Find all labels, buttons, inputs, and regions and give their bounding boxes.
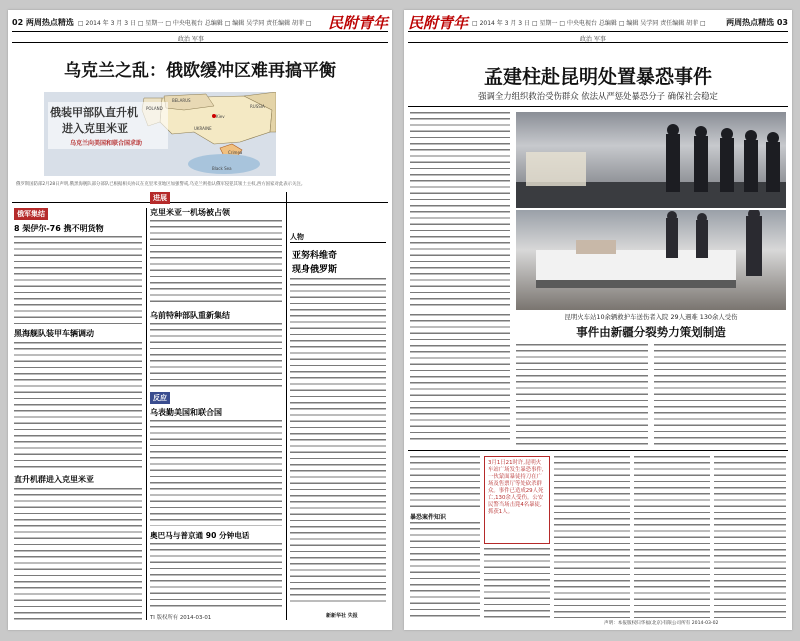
right-header-rule (408, 42, 788, 43)
left-brand-logo: 民附青年 (327, 14, 388, 32)
map-subtitle: 乌克兰向美国和联合国求助 (70, 140, 143, 147)
item-2-title: 黑海舰队装甲车辆调动 (14, 329, 94, 338)
item-5-body (150, 323, 282, 387)
meeting-photo (516, 112, 786, 208)
tag-military-buildup: 俄军集结 (14, 208, 48, 220)
event-summary-text: 3月1日21时许,昆明火车站广场发生暴恐事件,一伙蒙面暴徒持刀在广场及售票厅等处砍杀群众。事件已造成29人死亡,130余人受伤。公安民警当场击毙4名暴徒,抓获1人。 (488, 460, 544, 515)
main-story-col-1b (410, 314, 510, 444)
map-label-belarus: BELARUS (172, 98, 191, 103)
side-headline-line-2: 现身俄罗斯 (292, 265, 338, 275)
side-column-title: 人物 (290, 233, 304, 241)
lower-col-2 (484, 548, 550, 618)
lower-col-5 (714, 456, 786, 618)
lower-col-3 (554, 456, 630, 618)
map-label-crimea: Crimea (228, 150, 243, 155)
right-page-number: 两周热点精选 03 (726, 18, 788, 27)
map-title-line-2: 进入克里米亚 (62, 122, 128, 135)
item-1-title: 8 架伊尔-76 携不明货物 (14, 224, 104, 233)
item-3-title: 直升机群进入克里米亚 (14, 475, 94, 484)
left-page-header (12, 14, 388, 32)
tag-progress: 进展 (150, 192, 170, 204)
item-2-body (14, 342, 142, 472)
item-6-body (150, 420, 282, 526)
item-4-title: 克里米亚一机场被占领 (150, 208, 230, 217)
byline: 新新华社 失报 (326, 613, 358, 619)
item-6-title: 乌表勤美国和联合国 (150, 408, 222, 417)
left-headline: 乌克兰之乱：俄欧缓冲区难再搞平衡 (64, 61, 336, 81)
right-newspaper-page (404, 10, 792, 630)
left-section-label: 政治 军事 (178, 36, 204, 43)
map-label-russia: RUSSIA (250, 104, 265, 109)
item-7-title: 奥巴马与普京通 90 分钟电话 (150, 531, 250, 540)
secondary-story-col-2 (654, 344, 786, 446)
side-body (290, 278, 386, 606)
lower-col-1a (410, 456, 480, 508)
right-page-header (408, 14, 788, 32)
right-brand-logo: 民附青年 (408, 14, 469, 32)
right-headline: 孟建柱赴昆明处置暴恐事件 (483, 66, 712, 88)
tag-reaction: 反应 (150, 392, 170, 404)
item-5-title: 乌前特种部队重新集结 (150, 311, 230, 320)
lower-col-1b (410, 522, 480, 618)
left-newspaper-page (8, 10, 392, 630)
hospital-photo (516, 210, 786, 310)
secondary-story-col-1 (516, 344, 648, 446)
map-title-line-1: 俄装甲部队直升机 (50, 106, 138, 119)
left-header-rule (12, 42, 388, 43)
map-label-poland: POLAND (146, 106, 163, 111)
lower-col-4 (634, 456, 710, 618)
left-page-footer: TI 版权所有 2014-03-01 (150, 615, 212, 621)
left-lead-rule (12, 202, 388, 203)
left-header-meta: □ 2014 年 3 月 3 日 □ 星期一 □ 中央电视台 总编辑 □ 编辑 吴学同 责任编辑 胡菲 □ (77, 20, 312, 27)
right-secondary-headline: 事件由新疆分裂势力策划制造 (576, 325, 726, 339)
left-page-number: 02 两周热点精选 (12, 18, 74, 27)
left-column-rule-2 (286, 192, 287, 620)
item-7-body (150, 543, 282, 609)
right-headline-rule (408, 106, 788, 107)
left-column-rule-1 (146, 208, 147, 620)
event-summary-box (484, 456, 550, 544)
left-lead-text: 俄罗斯国防部2月28日声明,俄黑海舰队部分部队已根据相关协议在克里米亚地区加强警戒,乌克兰则指认俄军侵犯其领土主权,西方国家对此表示关注。 (16, 182, 306, 187)
side-headline-line-1: 亚努科维奇 (292, 251, 338, 261)
crimea-map-graphic (44, 92, 276, 176)
item-4-body (150, 220, 282, 306)
right-section-label: 政治 军事 (580, 36, 606, 43)
right-header-meta: □ 2014 年 3 月 3 日 □ 星期一 □ 中央电视台 总编辑 □ 编辑 吴学同 责任编辑 胡菲 □ (472, 20, 706, 27)
side-title-rule (290, 242, 386, 243)
main-story-col-1 (410, 112, 510, 308)
item-1-body (14, 236, 142, 324)
right-subheadline: 强调全力组织救治受伤群众 依法从严惩处暴恐分子 确保社会稳定 (478, 91, 718, 101)
right-mid-rule (408, 450, 788, 451)
item-3-body (14, 488, 142, 620)
lower-col-1-subhead: 暴恐案件知识 (410, 514, 447, 521)
photo-caption: 昆明火车站10余辆救护车送伤者入院 29人遇难 130余人受伤 (564, 313, 738, 321)
map-label-kiev: Kiev (216, 114, 225, 119)
map-label-black-sea: Black Sea (212, 166, 232, 171)
map-label-ukraine: UKRAINE (194, 126, 212, 131)
right-page-footer: 声明：本报版权归华福(北京)有限公司所有 2014-03-02 (604, 621, 719, 626)
